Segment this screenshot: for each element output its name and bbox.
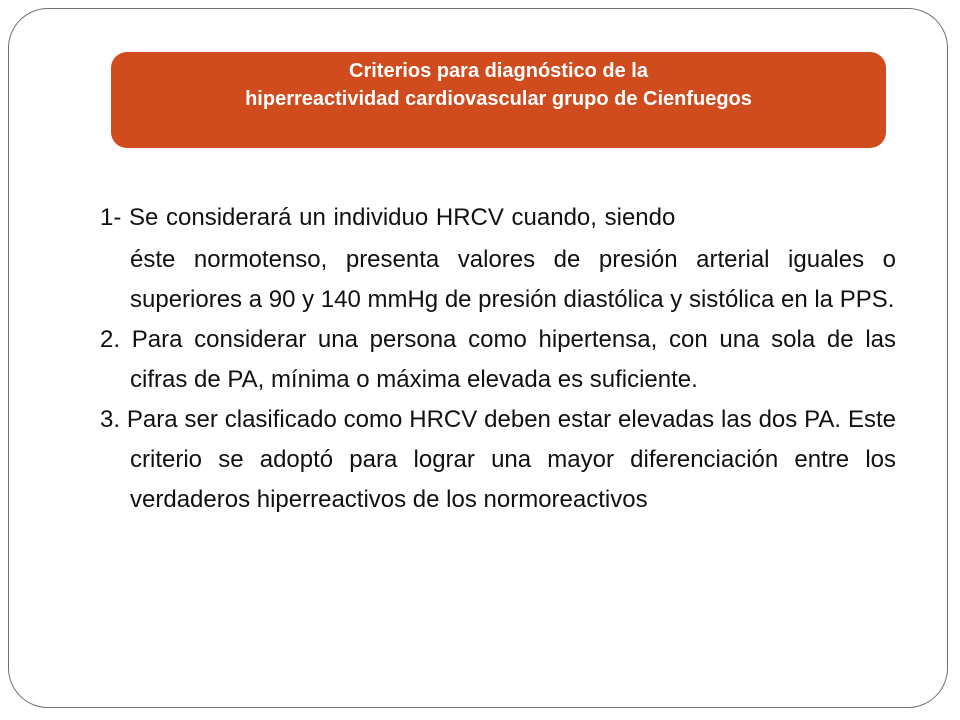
criteria-body (100, 198, 896, 520)
criterion-3: 3. Para ser clasificado como HRCV deben estar elevadas las dos PA. Este criterio se adoptó para lograr una mayor diferenciación entre los verdaderos hiperreactivos de los normoreactivos (100, 406, 896, 513)
title-line-1: Criterios para diagnóstico de la (349, 60, 648, 82)
criterion-1-lead: 1- Se considerará un individuo HRCV cuando, siendo (100, 204, 676, 231)
criterion-1-body: éste normotenso, presenta valores de presión arterial iguales o superiores a 90 y 140 mmHg de presión diastólica y sistólica en la PPS. (130, 246, 896, 313)
title-banner (111, 52, 886, 148)
criterion-2: 2. Para considerar una persona como hipertensa, con una sola de las cifras de PA, mínima o máxima elevada es suficiente. (100, 326, 896, 393)
title-line-2: hiperreactividad cardiovascular grupo de Cienfuegos (245, 88, 752, 110)
